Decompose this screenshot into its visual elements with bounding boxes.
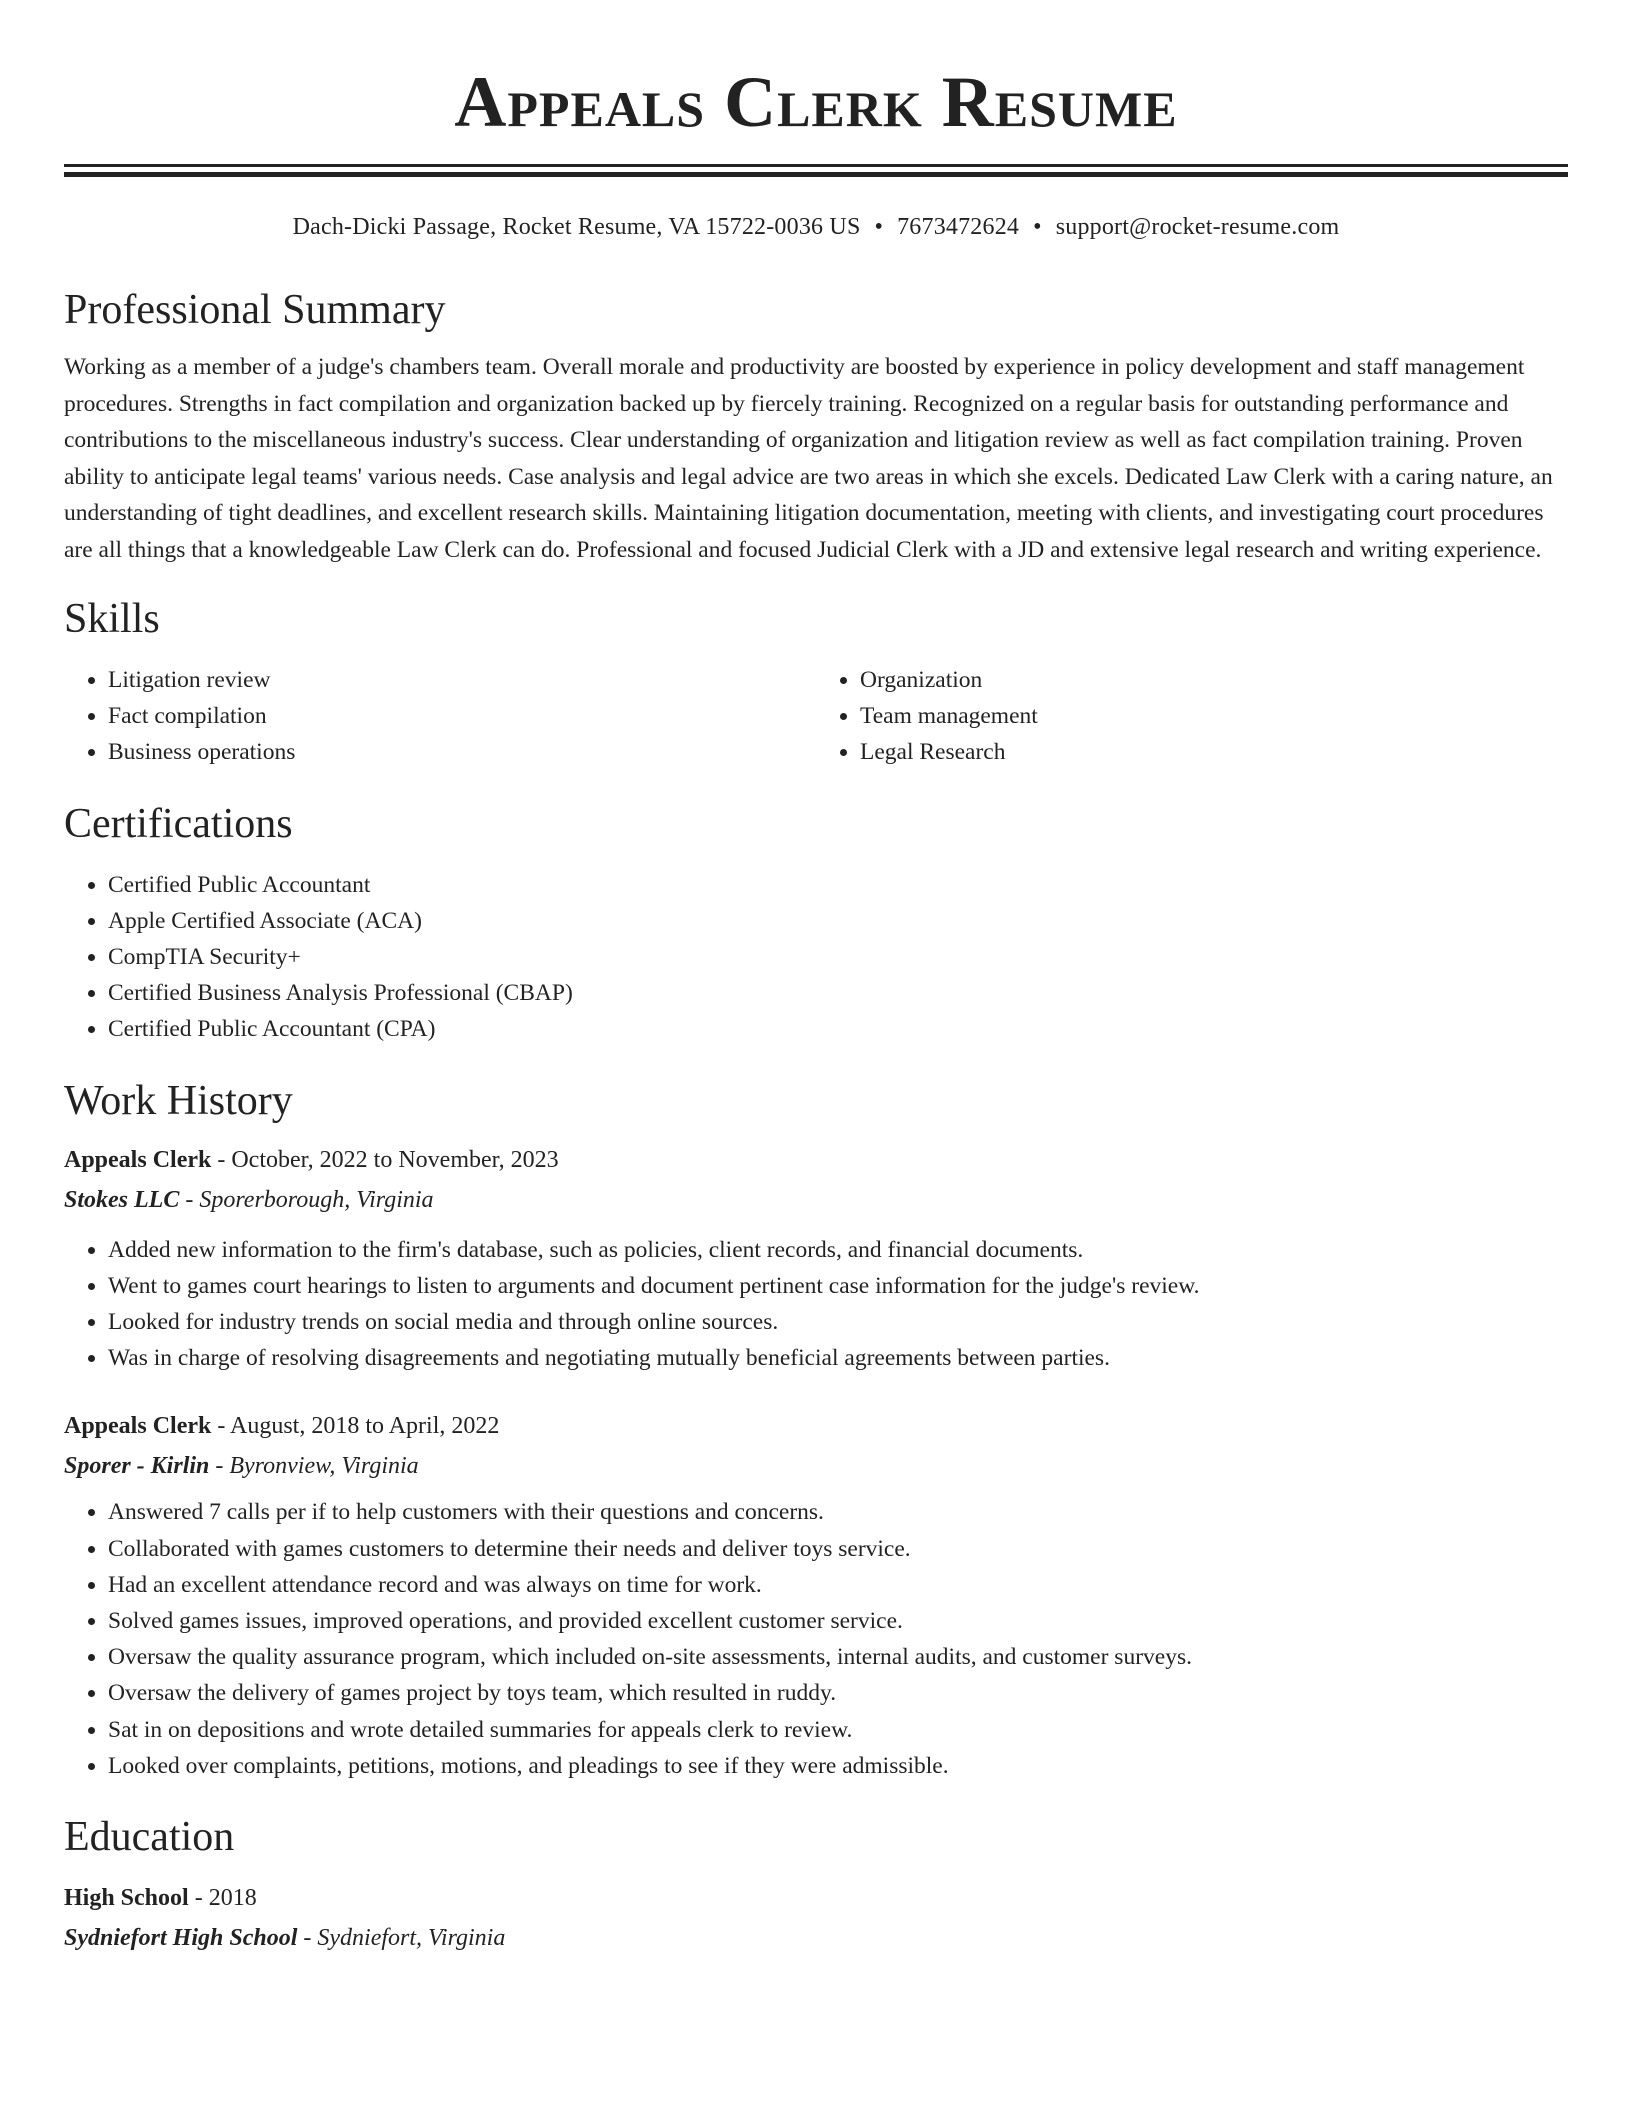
job-title: Appeals Clerk [64, 1146, 212, 1173]
job-company-line [64, 1450, 1568, 1482]
list-item: • Had an excellent attendance record and was always on time for work. [108, 1567, 1568, 1603]
divider-thin [64, 164, 1568, 167]
education-heading: Education [64, 1814, 235, 1861]
list-item: • Fact compilation [108, 698, 816, 734]
skills-columns [64, 662, 1568, 771]
job-dates: - August, 2018 to April, 2022 [211, 1413, 500, 1440]
resume-title: Appeals Clerk Resume [454, 62, 1178, 142]
job-header [64, 1144, 1568, 1176]
work-history-heading: Work History [64, 1077, 293, 1124]
list-item: • Was in charge of resolving disagreements and negotiating mutually beneficial agreements between parties. [108, 1340, 1568, 1376]
education-degree: High School [64, 1885, 189, 1912]
work-history-section [64, 1076, 1568, 1784]
list-item: • Business operations [108, 734, 816, 770]
list-item: • Certified Public Accountant [108, 867, 1568, 903]
job-title: Appeals Clerk [64, 1413, 212, 1440]
summary-section [64, 285, 1568, 568]
list-item: • Organization [860, 662, 1568, 698]
education-degree-line [64, 1882, 1568, 1914]
summary-text: Working as a member of a judge's chambers team. Overall morale and productivity are boosted by experience in policy development and staff management procedures. Strengths in fact compilation and organization backed up by fiercely training. Recognized on a regular basis for outstanding performance and contributions to the miscellaneous industry's success. Clear understanding of organization and litigation review as well as fact compilation training. Proven ability to anticipate legal teams' various needs. Case analysis and legal advice are two areas in which she excels. Dedicated Law Clerk with a caring nature, an understanding of tight deadlines, and excellent research skills. Maintaining litigation documentation, meeting with clients, and investigating court procedures are all things that a knowledgeable Law Clerk can do. Professional and focused Judicial Clerk with a JD and extensive legal research and writing experience. [64, 354, 1553, 563]
list-item: • Looked over complaints, petitions, motions, and pleadings to see if they were admissible. [108, 1748, 1568, 1784]
job-dates: - October, 2022 to November, 2023 [211, 1146, 559, 1173]
job-location: - Byronview, Virginia [209, 1453, 419, 1480]
list-item: • Solved games issues, improved operations, and provided excellent customer service. [108, 1603, 1568, 1639]
list-item: • CompTIA Security+ [108, 939, 1568, 975]
contact-separator: • [874, 214, 884, 240]
job-company-line [64, 1184, 1568, 1216]
skills-list-right [816, 662, 1568, 771]
list-item: • Apple Certified Associate (ACA) [108, 903, 1568, 939]
list-item: • Answered 7 calls per if to help customers with their questions and concerns. [108, 1494, 1568, 1530]
job-location: - Sporerborough, Virginia [179, 1186, 434, 1213]
list-item: • Litigation review [108, 662, 816, 698]
contact-address: Dach-Dicki Passage, Rocket Resume, VA 15722-0036 US [292, 214, 861, 240]
list-item: • Oversaw the delivery of games project by toys team, which resulted in ruddy. [108, 1675, 1568, 1711]
list-item: • Team management [860, 698, 1568, 734]
list-item: • Legal Research [860, 734, 1568, 770]
education-location: - Sydniefort, Virginia [297, 1925, 506, 1952]
job-bullets [64, 1232, 1568, 1377]
job-company: Sporer - Kirlin [64, 1453, 210, 1480]
education-school: Sydniefort High School [64, 1925, 298, 1952]
job-entry [64, 1410, 1568, 1784]
education-school-line [64, 1922, 1568, 1954]
list-item: • Oversaw the quality assurance program, which included on-site assessments, internal audits, and customer surveys. [108, 1639, 1568, 1675]
skills-list-left [64, 662, 816, 771]
job-company: Stokes LLC [64, 1186, 180, 1213]
certifications-section [64, 799, 1568, 1048]
certifications-list [64, 867, 1568, 1048]
job-bullets [64, 1494, 1568, 1784]
list-item: • Sat in on depositions and wrote detailed summaries for appeals clerk to review. [108, 1712, 1568, 1748]
contact-separator: • [1033, 214, 1042, 240]
certifications-heading: Certifications [64, 800, 293, 847]
job-header [64, 1410, 1568, 1442]
education-section [64, 1812, 1568, 1954]
list-item: • Collaborated with games customers to determine their needs and deliver toys service. [108, 1531, 1568, 1567]
title-divider [64, 164, 1568, 177]
education-year: - 2018 [188, 1885, 257, 1912]
summary-heading: Professional Summary [64, 287, 446, 333]
list-item: • Certified Public Accountant (CPA) [108, 1011, 1568, 1047]
contact-email: support@rocket-resume.com [1055, 214, 1340, 240]
list-item: • Certified Business Analysis Professional (CBAP) [108, 975, 1568, 1011]
list-item: • Went to games court hearings to listen to arguments and document pertinent case information for the judge's review. [108, 1268, 1568, 1304]
skills-heading: Skills [64, 596, 160, 642]
divider-thick [64, 172, 1568, 177]
job-entry [64, 1144, 1568, 1377]
contact-line [64, 211, 1568, 243]
contact-phone: 7673472624 [897, 214, 1020, 240]
skills-section [64, 594, 1568, 771]
list-item: • Looked for industry trends on social media and through online sources. [108, 1304, 1568, 1340]
list-item: • Added new information to the firm's database, such as policies, client records, and financial documents. [108, 1232, 1568, 1268]
